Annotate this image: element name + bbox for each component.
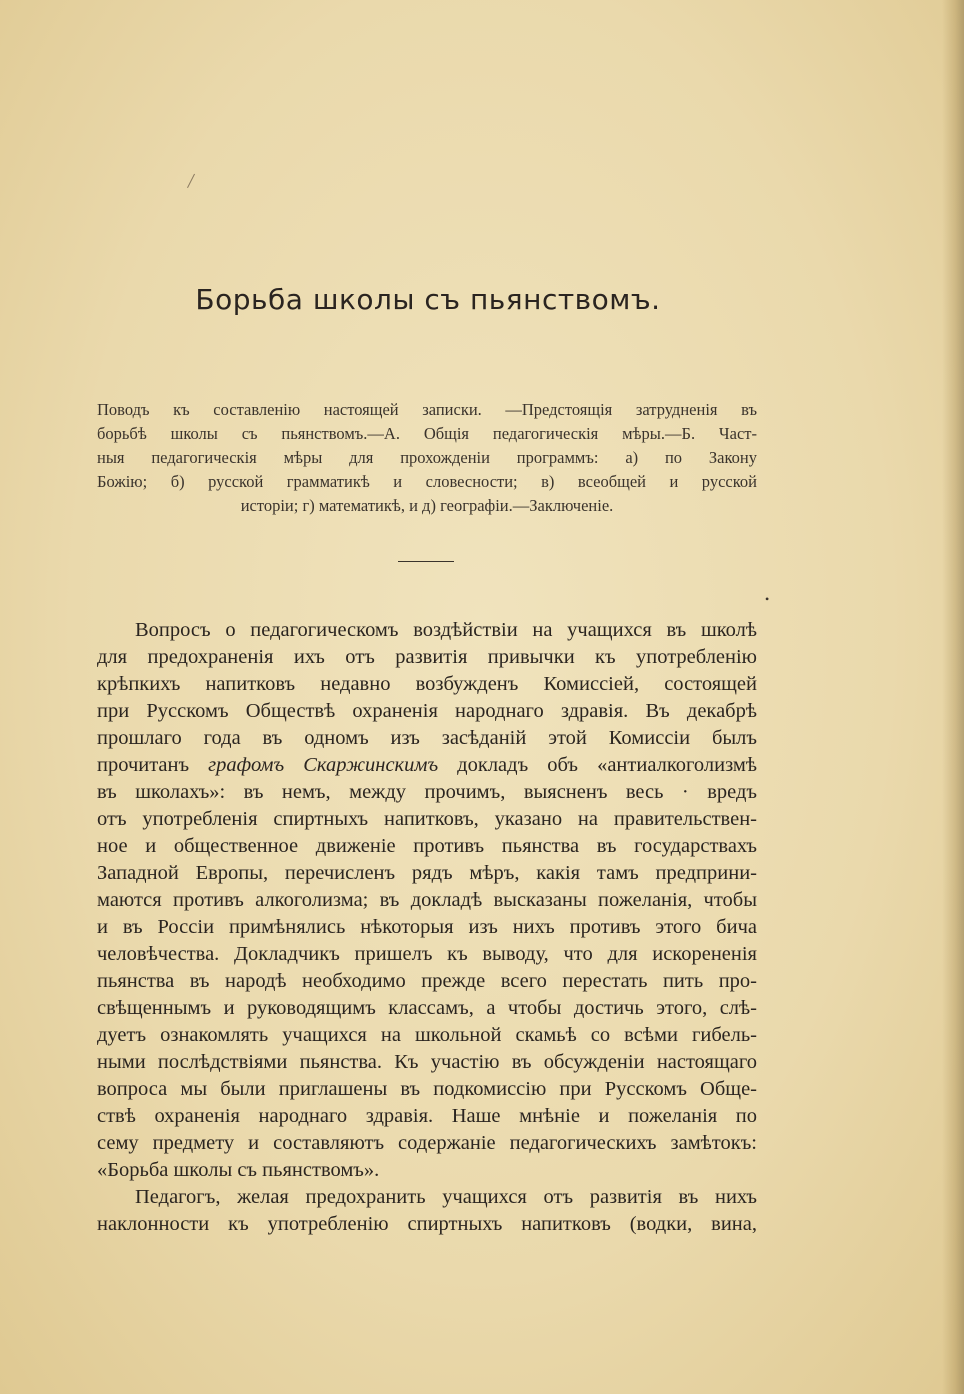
text-line: сему предмету и составляютъ содержаніе педагогическихъ замѣтокъ: <box>97 1132 757 1154</box>
text-line: крѣпкихъ напитковъ недавно возбужденъ Комиссіей, состоящей <box>97 673 757 695</box>
text-line: Вопросъ о педагогическомъ воздѣйствіи на учащихся въ школѣ <box>135 619 757 641</box>
text-line: при Русскомъ Обществѣ охраненія народнаго здравія. Въ декабрѣ <box>97 700 757 722</box>
summary-line: исторіи; г) математикѣ, и д) географіи.—Заключеніе. <box>240 496 614 515</box>
text-line: прочитанъ графомъ Скаржинскимъ докладъ объ «антиалкоголизмѣ <box>97 754 757 776</box>
text-line: Западной Европы, перечисленъ рядъ мѣръ, какія тамъ предприни- <box>97 862 757 884</box>
italic-name: графомъ Скаржинскимъ <box>208 754 439 776</box>
text-line: человѣчества. Докладчикъ пришелъ къ выводу, что для искорененія <box>97 943 757 965</box>
separator-rule <box>398 561 454 562</box>
text-line: отъ употребленія спиртныхъ напитковъ, указано на правительствен- <box>97 808 757 830</box>
margin-dot: • <box>765 592 770 606</box>
text-line: дуетъ ознакомлять учащихся на школьной скамьѣ со всѣми гибель- <box>97 1024 757 1046</box>
summary-line: борьбѣ школы съ пьянствомъ.—А. Общія педагогическія мѣры.—Б. Част- <box>97 424 757 443</box>
text-line: ными послѣдствіями пьянства. Къ участію въ обсужденіи настоящаго <box>97 1051 757 1073</box>
body-text <box>97 617 757 1238</box>
text-line: въ школахъ»: въ немъ, между прочимъ, выясненъ весь · вредъ <box>97 781 757 803</box>
text-line: прошлаго года въ одномъ изъ засѣданій этой Комиссіи былъ <box>97 727 757 749</box>
pencil-mark: / <box>186 167 196 194</box>
page-edge-shadow <box>942 0 964 1394</box>
text-line: пьянства въ народѣ необходимо прежде всего перестать пить про- <box>97 970 757 992</box>
text-line: «Борьба школы съ пьянствомъ». <box>97 1159 380 1181</box>
chapter-title: Борьба школы съ пьянствомъ. <box>195 283 661 316</box>
summary-line: Божію; б) русской грамматикѣ и словесности; в) всеобщей и русской <box>97 472 757 491</box>
text-line: и въ Россіи примѣнялись нѣкоторыя изъ нихъ противъ этого бича <box>97 916 757 938</box>
text-line: свѣщеннымъ и руководящимъ классамъ, а чтобы достичь этого, слѣ- <box>97 997 757 1019</box>
summary-line: ныя педагогическія мѣры для прохожденіи программъ: а) по Закону <box>97 448 757 467</box>
text-line: ствѣ охраненія народнаго здравія. Наше мнѣніе и пожеланія по <box>97 1105 757 1127</box>
text-line: маются противъ алкоголизма; въ докладѣ высказаны пожеланія, чтобы <box>97 889 757 911</box>
text-line: Педагогъ, желая предохранить учащихся отъ развитія въ нихъ <box>135 1186 757 1208</box>
text-line: наклонности къ употребленію спиртныхъ напитковъ (водки, вина, <box>97 1213 757 1235</box>
summary-line: Поводъ къ составленію настоящей записки. —Предстоящія затрудненія въ <box>97 400 757 419</box>
chapter-summary <box>97 398 757 518</box>
text-line: для предохраненія ихъ отъ развитія привычки къ употребленію <box>97 646 757 668</box>
text-line: ное и общественное движеніе противъ пьянства въ государствахъ <box>97 835 757 857</box>
text-line: вопроса мы были приглашены въ подкомиссію при Русскомъ Обще- <box>97 1078 757 1100</box>
